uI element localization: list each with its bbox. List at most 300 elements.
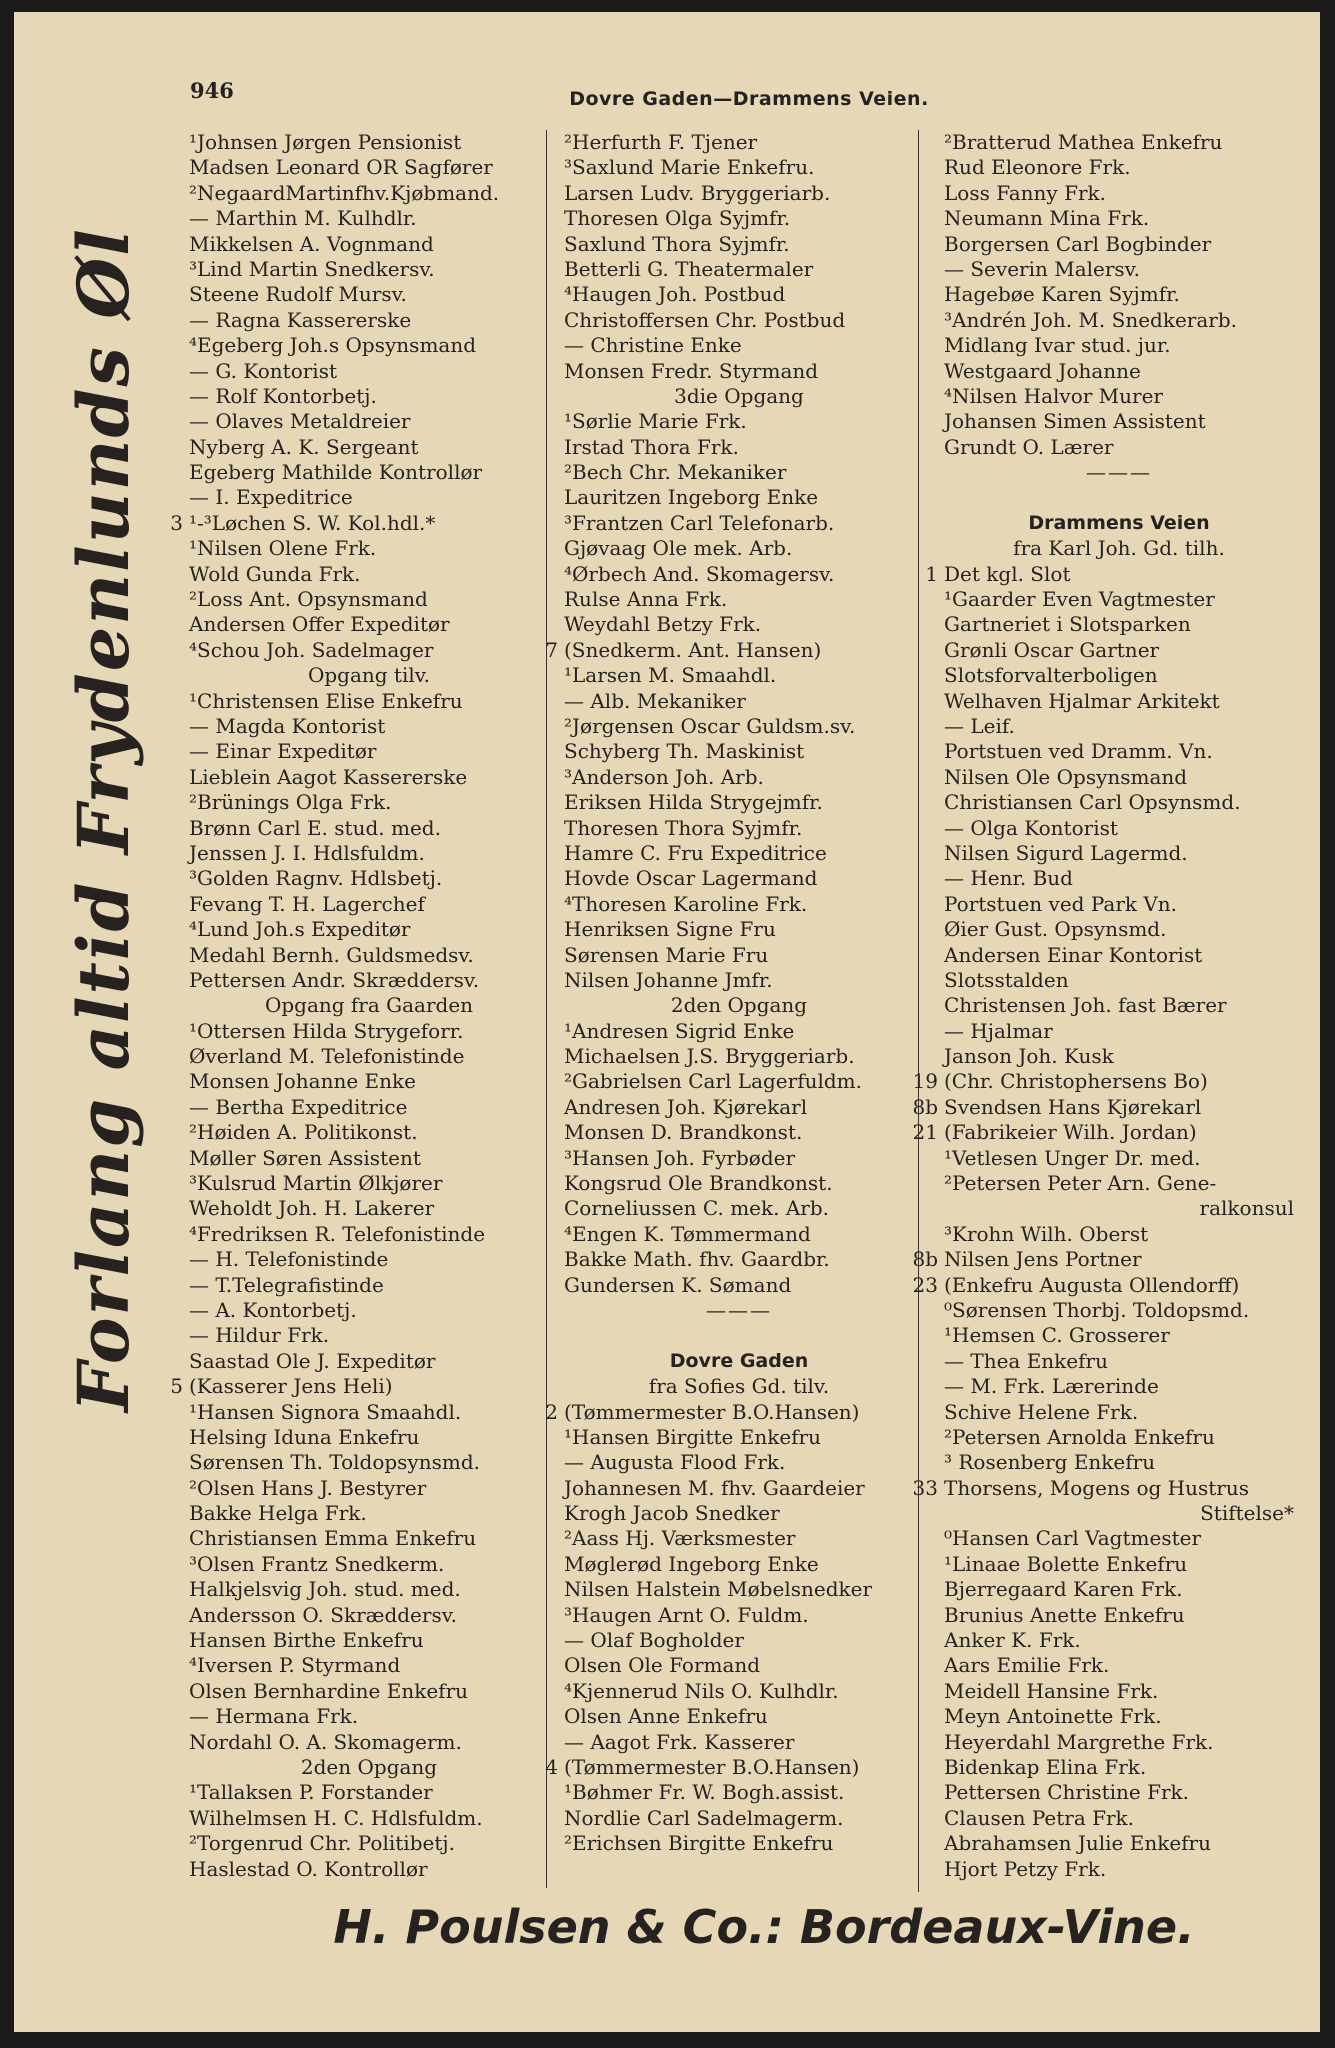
section-heading (564, 1349, 914, 1374)
entry-text: Dovre Gaden (669, 1349, 809, 1372)
directory-entry (564, 1730, 914, 1755)
directory-entry (564, 816, 914, 841)
entry-text: Olsen Anne Enkefru (564, 1704, 768, 1729)
directory-entry (564, 587, 914, 612)
entry-text: ³Haugen Arnt O. Fuldm. (564, 1602, 809, 1627)
directory-entry (944, 232, 1294, 257)
directory-entry (189, 638, 549, 663)
directory-entry (944, 1171, 1294, 1196)
directory-entry (564, 790, 914, 815)
directory-entry (564, 1628, 914, 1653)
directory-entry (944, 1044, 1294, 1069)
entry-text: — Augusta Flood Frk. (564, 1450, 786, 1475)
entry-text: ⁴Nilsen Halvor Murer (944, 383, 1163, 408)
entry-text: Steene Rudolf Mursv. (189, 282, 407, 307)
directory-entry (564, 155, 914, 180)
directory-entry (944, 1146, 1294, 1171)
directory-entry (564, 1476, 914, 1501)
directory-entry (189, 816, 549, 841)
directory-entry (564, 1298, 914, 1323)
directory-entry (189, 1425, 549, 1450)
entry-text: Michaelsen J.S. Bryggeriarb. (564, 1044, 855, 1069)
house-number: 2 (545, 1399, 558, 1424)
directory-entry (564, 841, 914, 866)
entry-text: Helsing Iduna Enkefru (189, 1424, 420, 1449)
directory-entry (564, 663, 914, 688)
directory-entry (564, 1120, 914, 1145)
entry-text: Christiansen Carl Opsynsmd. (944, 790, 1241, 815)
directory-entry (189, 1222, 549, 1247)
entry-text: Pettersen Christine Frk. (944, 1780, 1190, 1805)
directory-entry (189, 1247, 549, 1272)
entry-text: ³Saxlund Marie Enkefru. (564, 155, 815, 180)
house-number: 5 (170, 1374, 183, 1399)
entry-text: Sørensen Th. Toldopsynsmd. (189, 1450, 480, 1475)
directory-entry (189, 1146, 549, 1171)
entry-text: — Rolf Kontorbetj. (189, 383, 377, 408)
directory-entry (564, 892, 914, 917)
entry-text: Irstad Thora Frk. (564, 434, 739, 459)
entry-text: ¹Andresen Sigrid Enke (564, 1018, 795, 1043)
entry-text: ⁴Ørbech And. Skomagersv. (564, 561, 835, 586)
entry-text: Weholdt Joh. H. Lakerer (189, 1196, 435, 1221)
directory-entry (944, 943, 1294, 968)
entry-text: Andersen Einar Kontorist (944, 942, 1203, 967)
entry-text: Nilsen Ole Opsynsmand (944, 764, 1188, 789)
directory-entry (564, 1603, 914, 1628)
directory-entry (564, 409, 914, 434)
entry-text: Nordahl O. A. Skomagerm. (189, 1729, 462, 1754)
directory-entry (189, 1603, 549, 1628)
entry-text: — Bertha Expeditrice (189, 1094, 408, 1119)
directory-entry (944, 1577, 1294, 1602)
entry-text: — G. Kontorist (189, 358, 337, 383)
entry-text: — M. Frk. Lærerinde (944, 1374, 1159, 1399)
directory-entry (189, 155, 549, 180)
entry-text: Det kgl. Slot (944, 561, 1071, 586)
entry-text: Johannesen M. fhv. Gaardeier (564, 1475, 865, 1500)
column-divider-2 (918, 130, 919, 1892)
directory-entry (189, 359, 549, 384)
entry-text: ¹Christensen Elise Enkefru (189, 688, 463, 713)
directory-entry (564, 359, 914, 384)
entry-text: (Snedkerm. Ant. Hansen) (564, 637, 822, 662)
entry-text: Madsen Leonard OR Sagfører (189, 155, 493, 180)
entry-text: ¹Sørlie Marie Frk. (564, 409, 747, 434)
directory-entry (944, 739, 1294, 764)
directory-entry (944, 917, 1294, 942)
entry-text: 2den Opgang (300, 1755, 438, 1779)
entry-text: ——— (1086, 460, 1152, 485)
directory-entry (564, 1374, 914, 1399)
entry-text: ¹Hansen Birgitte Enkefru (564, 1424, 822, 1449)
entry-text: Anker K. Frk. (944, 1628, 1081, 1653)
directory-entry (189, 1323, 549, 1348)
directory-entry (564, 866, 914, 891)
entry-text: — Severin Malersv. (944, 256, 1140, 281)
directory-entry (564, 333, 914, 358)
entry-text: Monsen Johanne Enke (189, 1069, 416, 1094)
directory-entry (944, 1679, 1294, 1704)
directory-entry (564, 1780, 914, 1805)
directory-entry (189, 1577, 549, 1602)
directory-entry (564, 1806, 914, 1831)
entry-text: Portstuen ved Dramm. Vn. (944, 739, 1213, 764)
entry-text: ⁴Egeberg Joh.s Opsynsmand (189, 333, 477, 358)
directory-entry (944, 206, 1294, 231)
entry-text: Nilsen Sigurd Lagermd. (944, 840, 1188, 865)
entry-text: ²Gabrielsen Carl Lagerfuldm. (564, 1069, 862, 1094)
directory-entry (944, 359, 1294, 384)
entry-text: Fevang T. H. Lagerchef (189, 891, 425, 916)
directory-entry (564, 1044, 914, 1069)
entry-text: ³Lind Martin Snedkersv. (189, 256, 435, 281)
directory-entry (944, 409, 1294, 434)
entry-text: ⁴Lund Joh.s Expeditør (189, 917, 411, 942)
entry-text: Bjerregaard Karen Frk. (944, 1577, 1183, 1602)
directory-entry (564, 1069, 914, 1094)
entry-text: Larsen Ludv. Bryggeriarb. (564, 180, 831, 205)
entry-text: Andersen Offer Expeditør (189, 612, 450, 637)
directory-entry (189, 663, 549, 688)
directory-entry (189, 333, 549, 358)
entry-text: ²Herfurth F. Tjener (564, 130, 758, 154)
entry-text: Bidenkap Elina Frk. (944, 1755, 1147, 1779)
directory-entry (564, 485, 914, 510)
entry-text: Heyerdahl Margrethe Frk. (944, 1729, 1214, 1754)
entry-text: Andresen Joh. Kjørekarl (564, 1094, 808, 1119)
directory-entry (189, 257, 549, 282)
directory-entry (189, 612, 549, 637)
entry-text: ¹Hansen Signora Smaahdl. (189, 1399, 462, 1424)
directory-entry (189, 1273, 549, 1298)
directory-entry (944, 130, 1294, 155)
entry-text: Halkjelsvig Joh. stud. med. (189, 1577, 461, 1602)
directory-entry (944, 1019, 1294, 1044)
entry-text: ⁰Hansen Carl Vagtmester (944, 1526, 1202, 1551)
entry-text: Haslestad O. Kontrollør (189, 1856, 428, 1881)
entry-text: — Aagot Frk. Kasserer (564, 1729, 795, 1754)
directory-entry (564, 282, 914, 307)
directory-entry (944, 308, 1294, 333)
entry-text: (Kasserer Jens Heli) (189, 1374, 393, 1399)
entry-text: Andersson O. Skræddersv. (189, 1602, 457, 1627)
directory-entry (564, 1196, 914, 1221)
entry-text: Wilhelmsen H. C. Hdlsfuldm. (189, 1805, 483, 1830)
entry-text: ⁴Fredriksen R. Telefonistinde (189, 1221, 486, 1246)
directory-entry (944, 1501, 1294, 1526)
directory-entry (189, 968, 549, 993)
directory-entry (564, 1831, 914, 1856)
directory-entry (944, 892, 1294, 917)
directory-entry (189, 790, 549, 815)
entry-text: — Olga Kontorist (944, 815, 1118, 840)
directory-entry (944, 1400, 1294, 1425)
directory-entry (189, 1628, 549, 1653)
directory-entry (564, 460, 914, 485)
directory-entry (564, 1450, 914, 1475)
entry-text: Wold Gunda Frk. (189, 561, 361, 586)
directory-entry (564, 1679, 914, 1704)
entry-text: Mikkelsen A. Vognmand (189, 231, 434, 256)
house-number: 7 (545, 637, 558, 662)
entry-text: ¹Gaarder Even Vagtmester (944, 587, 1215, 612)
directory-entry (189, 435, 549, 460)
directory-entry (564, 1526, 914, 1551)
directory-entry (912, 1247, 1294, 1272)
directory-entry (189, 1526, 549, 1551)
entry-text: ⁴Schou Joh. Sadelmager (189, 637, 434, 662)
entry-text: (Enkefru Augusta Ollendorff) (944, 1272, 1240, 1297)
entry-text: Lieblein Aagot Kassererske (189, 764, 468, 789)
entry-text: ¹Hemsen C. Grosserer (944, 1323, 1170, 1348)
directory-entry (189, 1704, 549, 1729)
directory-entry (564, 1653, 914, 1678)
directory-entry (564, 181, 914, 206)
directory-entry (944, 1349, 1294, 1374)
entry-text: ²Petersen Arnolda Enkefru (944, 1424, 1215, 1449)
entry-text: (Chr. Christophersens Bo) (944, 1069, 1208, 1094)
directory-entry (564, 1704, 914, 1729)
entry-text: ²Erichsen Birgitte Enkefru (564, 1831, 834, 1856)
directory-entry (564, 130, 914, 155)
directory-entry (564, 1323, 914, 1348)
directory-entry (944, 790, 1294, 815)
entry-text: Sørensen Marie Fru (564, 942, 769, 967)
entry-text: Hansen Birthe Enkefru (189, 1628, 424, 1653)
page-header: Dovre Gaden—Drammens Veien. (569, 88, 929, 110)
column-2 (545, 130, 914, 1857)
entry-text: ——— (706, 1297, 772, 1322)
entry-text: Slotsstalden (944, 967, 1069, 992)
entry-text: Jenssen J. I. Hdlsfuldm. (189, 840, 425, 865)
entry-text: Brunius Anette Enkefru (944, 1602, 1185, 1627)
entry-text: ¹Linaae Bolette Enkefru (944, 1551, 1188, 1576)
house-number: 8b (912, 1094, 938, 1119)
directory-entry (944, 714, 1294, 739)
entry-text: — Marthin M. Kulhdlr. (189, 206, 417, 231)
entry-text: ³Hansen Joh. Fyrbøder (564, 1145, 796, 1170)
entry-text: — Magda Kontorist (189, 713, 386, 738)
entry-text: Christensen Joh. fast Bærer (944, 993, 1227, 1018)
directory-entry (189, 1552, 549, 1577)
directory-entry (944, 1603, 1294, 1628)
entry-text: Christiansen Emma Enkefru (189, 1526, 477, 1551)
directory-entry (189, 232, 549, 257)
entry-text: ³Anderson Joh. Arb. (564, 764, 764, 789)
directory-entry (944, 638, 1294, 663)
entry-text: Grønli Oscar Gartner (944, 637, 1160, 662)
entry-text: Neumann Mina Frk. (944, 206, 1150, 231)
directory-entry (189, 1450, 549, 1475)
entry-text: Opgang tilv. (307, 663, 431, 688)
entry-text: Meidell Hansine Frk. (944, 1678, 1159, 1703)
entry-text: Hamre C. Fru Expeditrice (564, 840, 827, 865)
directory-entry (189, 282, 549, 307)
entry-text: — Thea Enkefru (944, 1348, 1108, 1373)
directory-entry (944, 1653, 1294, 1678)
house-number: 4 (545, 1755, 558, 1779)
entry-text: Saxlund Thora Syjmfr. (564, 231, 790, 256)
directory-entry (189, 1120, 549, 1145)
column-1 (170, 130, 549, 1882)
directory-entry (189, 1857, 549, 1882)
entry-text: ⁴Kjennerud Nils O. Kulhdlr. (564, 1678, 839, 1703)
directory-entry (189, 765, 549, 790)
directory-entry (564, 1146, 914, 1171)
entry-text: Borgersen Carl Bogbinder (944, 231, 1212, 256)
directory-entry (564, 917, 914, 942)
directory-entry (944, 1806, 1294, 1831)
entry-text: Stiftelse* (1200, 1501, 1294, 1526)
directory-entry (944, 1857, 1294, 1882)
side-advertisement: Forlang altid Frydenlunds Øl (62, 227, 145, 1412)
entry-text: Weydahl Betzy Frk. (564, 612, 762, 637)
directory-entry (944, 993, 1294, 1018)
directory-entry (564, 1171, 914, 1196)
entry-text: fra Karl Joh. Gd. tilh. (1013, 536, 1225, 561)
entry-text: — Leif. (944, 713, 1015, 738)
entry-text: — Hildur Frk. (189, 1323, 330, 1348)
entry-text: Lauritzen Ingeborg Enke (564, 485, 819, 510)
entry-text: Midlang Ivar stud. jur. (944, 333, 1171, 358)
entry-text: Nilsen Johanne Jmfr. (564, 967, 773, 992)
entry-text: fra Sofies Gd. tilv. (648, 1374, 830, 1399)
directory-page (14, 12, 1320, 2032)
entry-text: ralkonsul (1199, 1196, 1294, 1221)
directory-entry (189, 1476, 549, 1501)
house-number: 19 (912, 1069, 938, 1094)
directory-entry (944, 1552, 1294, 1577)
entry-text: ¹Nilsen Olene Frk. (189, 536, 377, 561)
entry-text: Olsen Ole Formand (564, 1653, 761, 1678)
entry-text: Olsen Bernhardine Enkefru (189, 1678, 469, 1703)
directory-entry (944, 384, 1294, 409)
directory-entry (545, 1399, 914, 1425)
directory-entry (944, 841, 1294, 866)
directory-entry (189, 1349, 549, 1374)
entry-text: (Tømmermester B.O.Hansen) (564, 1755, 860, 1779)
entry-text: ²Bech Chr. Mekaniker (564, 460, 787, 485)
entry-text: Nordlie Carl Sadelmagerm. (564, 1805, 844, 1830)
entry-text: ²Høiden A. Politikonst. (189, 1120, 418, 1145)
directory-entry (564, 1019, 914, 1044)
entry-text: Gundersen K. Sømand (564, 1272, 792, 1297)
entry-text: ²NegaardMartinfhv.Kjøbmand. (189, 180, 500, 205)
page-number: 946 (190, 78, 234, 103)
directory-entry (944, 1222, 1294, 1247)
entry-text: 3die Opgang (674, 383, 804, 408)
directory-entry (170, 510, 549, 536)
entry-text: Drammens Veien (1028, 511, 1210, 534)
entry-text: ³Golden Ragnv. Hdlsbetj. (189, 866, 443, 891)
directory-entry (912, 1475, 1294, 1501)
entry-text: Hagebøe Karen Syjmfr. (944, 282, 1180, 307)
directory-entry (564, 1247, 914, 1272)
directory-entry (944, 1755, 1294, 1780)
entry-text: — A. Kontorbetj. (189, 1297, 357, 1322)
entry-text: ¹Larsen M. Smaahdl. (564, 663, 777, 688)
entry-text: ¹Vetlesen Unger Dr. med. (944, 1145, 1201, 1170)
entry-text: Corneliussen C. mek. Arb. (564, 1196, 829, 1221)
entry-text: ²Aass Hj. Værksmester (564, 1526, 796, 1551)
entry-text: ²Torgenrud Chr. Politibetj. (189, 1831, 455, 1856)
entry-text: Welhaven Hjalmar Arkitekt (944, 688, 1220, 713)
directory-entry (189, 841, 549, 866)
entry-text: ¹Johnsen Jørgen Pensionist (189, 130, 462, 154)
entry-text: — Einar Expeditør (189, 739, 377, 764)
entry-text: Nyberg A. K. Sergeant (189, 434, 419, 459)
directory-entry (189, 562, 549, 587)
directory-entry (564, 1425, 914, 1450)
directory-entry (944, 257, 1294, 282)
directory-entry (944, 155, 1294, 180)
directory-entry (944, 587, 1294, 612)
entry-text: ²Olsen Hans J. Bestyrer (189, 1475, 427, 1500)
directory-entry (564, 206, 914, 231)
entry-text: Saastad Ole J. Expeditør (189, 1348, 436, 1373)
entry-text: Hovde Oscar Lagermand (564, 866, 818, 891)
entry-text: — Christine Enke (564, 333, 742, 358)
directory-entry (564, 435, 914, 460)
directory-entry (944, 968, 1294, 993)
directory-entry (564, 1095, 914, 1120)
directory-entry (189, 1095, 549, 1120)
directory-entry (189, 892, 549, 917)
entry-text: Eriksen Hilda Strygejmfr. (564, 790, 823, 815)
directory-entry (189, 1831, 549, 1856)
entry-text: — Hermana Frk. (189, 1704, 359, 1729)
entry-text: ²Petersen Peter Arn. Gene- (944, 1171, 1217, 1196)
directory-entry (189, 308, 549, 333)
entry-text: Westgaard Johanne (944, 358, 1141, 383)
house-number: 3 (170, 510, 183, 535)
entry-text: Møglerød Ingeborg Enke (564, 1551, 819, 1576)
entry-text: Hjort Petzy Frk. (944, 1856, 1107, 1881)
directory-entry (189, 739, 549, 764)
directory-entry (564, 257, 914, 282)
entry-text: Opgang fra Gaarden (264, 993, 474, 1018)
entry-text: (Fabrikeier Wilh. Jordan) (944, 1120, 1197, 1145)
directory-entry (564, 739, 914, 764)
entry-text: Krogh Jacob Snedker (564, 1501, 780, 1526)
directory-entry (189, 1679, 549, 1704)
directory-entry (944, 485, 1294, 510)
entry-text: Møller Søren Assistent (189, 1145, 421, 1170)
house-number: 33 (912, 1475, 938, 1500)
directory-entry (564, 232, 914, 257)
directory-entry (944, 1730, 1294, 1755)
entry-text: Brønn Carl E. stud. med. (189, 815, 441, 840)
directory-entry (944, 333, 1294, 358)
entry-text: Monsen D. Brandkonst. (564, 1120, 803, 1145)
directory-entry (189, 206, 549, 231)
entry-text: Meyn Antoinette Frk. (944, 1704, 1162, 1729)
entry-text: Øverland M. Telefonistinde (189, 1044, 465, 1069)
directory-entry (564, 943, 914, 968)
entry-text: Henriksen Signe Fru (564, 917, 776, 942)
entry-text: ³Frantzen Carl Telefonarb. (564, 510, 835, 535)
entry-text: ³Kulsrud Martin Ølkjører (189, 1171, 443, 1196)
entry-text: Aars Emilie Frk. (944, 1653, 1110, 1678)
entry-text: Nilsen Jens Portner (944, 1247, 1142, 1272)
directory-entry (189, 409, 549, 434)
entry-text: Thorsens, Mogens og Hustrus (944, 1475, 1249, 1500)
entry-text: ⁴Haugen Joh. Postbud (564, 282, 786, 307)
directory-entry (944, 1323, 1294, 1348)
entry-text: ¹-³Løchen S. W. Kol.hdl.* (189, 510, 436, 535)
entry-text: ¹Bøhmer Fr. W. Bogh.assist. (564, 1780, 845, 1805)
